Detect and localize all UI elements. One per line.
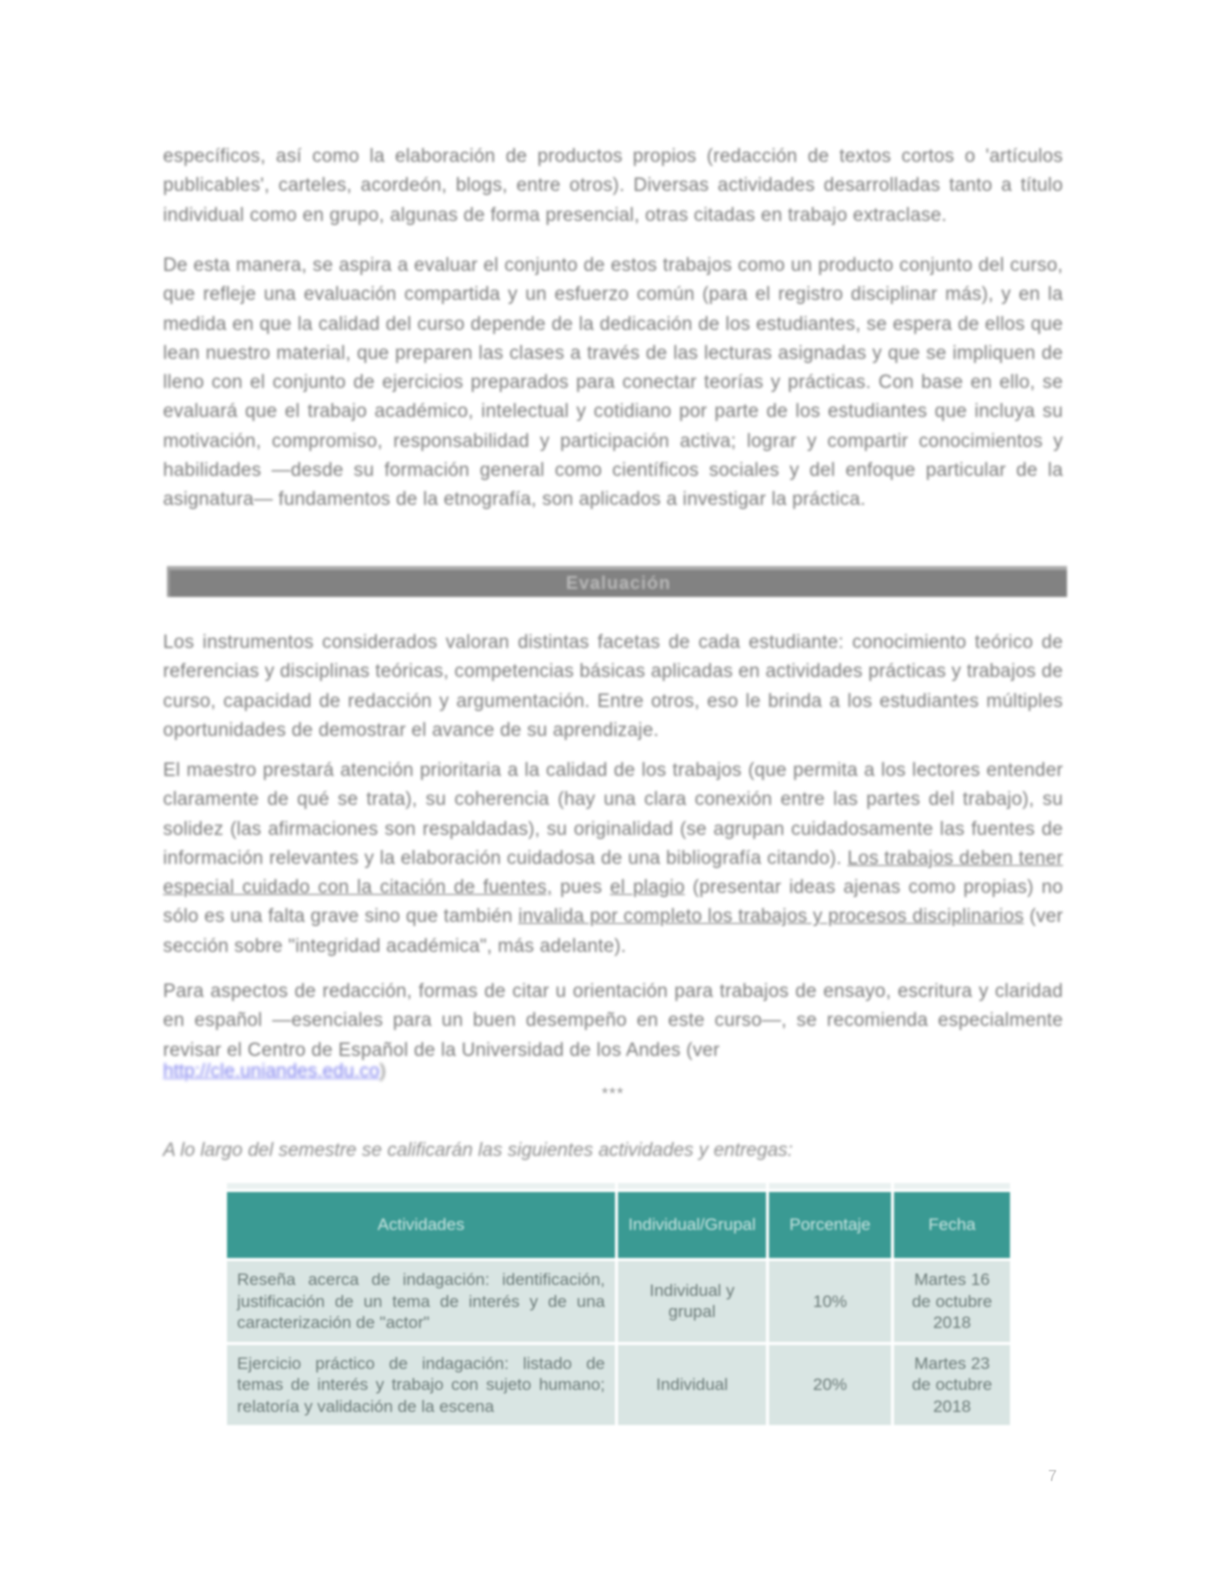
column-header-individual-grupal: Individual/Grupal xyxy=(618,1192,766,1258)
p4-seg5: (presentar ideas ajenas como propias) no sólo es una falta grave sino que también xyxy=(163,877,1063,928)
p4-seg1: El maestro prestará atención prioritaria a la calidad de los trabajos (que permita a los lectores entender claramente de qué se trata), su coherencia (hay una clara conexión entre las partes del trabajo), su solidez (las afirmaciones son respaldadas), su originalidad (se agrupan cuidadosamente las fuentes de información relevantes y la elaboración cuidadosa de una bibliografía citando). xyxy=(163,760,1063,869)
writing-center-link[interactable]: http://cle.uniandes.edu.co xyxy=(163,1061,380,1082)
paragraph-quality-plagiarism xyxy=(163,756,1063,961)
p4-underlined-invalidates: invalida por completo los trabajos y procesos disciplinarios xyxy=(518,906,1024,928)
activity-cell: Ejercicio práctico de indagación: listado de temas de interés y trabajo con sujeto humano; relatoría y validación de la escena xyxy=(227,1345,615,1426)
paragraph-evaluation-intro: De esta manera, se aspira a evaluar el conjunto de estos trabajos como un producto conjunto del curso, que refleje una evaluación compartida y un esfuerzo común (para el registro disciplinar más), y en la medida en que la calidad del curso depende de la dedicación de los estudiantes, se espera de ellos que lean nuestro material, que preparen las clases a través de las lecturas asignadas y que se impliquen de lleno con el conjunto de ejercicios preparados para conectar teorías y prácticas. Con base en ello, se evaluará que el trabajo académico, intelectual y cotidiano por parte de los estudiantes que incluya su motivación, compromiso, responsabilidad y participación activa; lograr y compartir conocimientos y habilidades —desde su formación general como científicos sociales y del enfoque particular de la asignatura— fundamentos de la etnografía, son aplicados a investigar la práctica. xyxy=(163,255,1063,511)
date-cell: Martes 23 de octubre 2018 xyxy=(894,1345,1010,1426)
section-banner-evaluacion: Evaluación xyxy=(167,566,1067,597)
activity-cell: Reseña acerca de indagación: identificación, justificación de un tema de interés y de una caracterización de "actor" xyxy=(227,1261,615,1342)
column-header-porcentaje: Porcentaje xyxy=(769,1192,891,1258)
table-top-spacer-row xyxy=(227,1183,1010,1189)
page-number: 7 xyxy=(1048,1468,1057,1485)
paragraph-continuation: específicos, así como la elaboración de productos propios (redacción de textos cortos o 'artículos publicables', carteles, acordeón, blogs, entre otros). Diversas actividades desarrolladas tanto a título individual como en grupo, algunas de forma presencial, otras citadas en trabajo extraclase. xyxy=(163,146,1063,226)
asterisk-divider: *** xyxy=(601,1084,625,1103)
paragraph-instruments: Los instrumentos considerados valoran distintas facetas de cada estudiante: conocimiento teórico de referencias y disciplinas teóricas, competencias básicas aplicadas en actividades prácticas y trabajos de curso, capacidad de redacción y argumentación. Entre otros, eso le brinda a los estudiantes múltiples oportunidades de demostrar el avance de su aprendizaje. xyxy=(163,632,1063,741)
spacer-cell xyxy=(618,1183,766,1189)
p4-seg7: (ver sección sobre "integridad académica", más adelante). xyxy=(163,906,1064,957)
table-row xyxy=(227,1261,1010,1342)
spacer-cell xyxy=(227,1183,615,1189)
column-header-actividades: Actividades xyxy=(227,1192,615,1258)
link-closing-paren: ) xyxy=(379,1061,386,1082)
p4-underlined-citation: Los trabajos deben tener especial cuidado con la citación de fuentes, xyxy=(163,847,1063,899)
spacer-cell xyxy=(894,1183,1010,1189)
p4-underlined-plagio: el plagio xyxy=(609,877,685,899)
table-row xyxy=(227,1345,1010,1426)
spacer-cell xyxy=(769,1183,891,1189)
p4-seg3: pues xyxy=(552,877,610,899)
percent-cell: 10% xyxy=(769,1261,891,1342)
column-header-fecha: Fecha xyxy=(894,1192,1010,1258)
percent-cell: 20% xyxy=(769,1345,891,1426)
evaluation-table xyxy=(224,1180,1013,1428)
date-cell: Martes 16 de octubre 2018 xyxy=(894,1261,1010,1342)
table-intro-line: A lo largo del semestre se calificarán las siguientes actividades y entregas: xyxy=(163,1140,793,1161)
table-header-row xyxy=(227,1192,1010,1258)
writing-center-link-line xyxy=(163,1060,386,1084)
mode-cell: Individual y grupal xyxy=(618,1261,766,1342)
mode-cell: Individual xyxy=(618,1345,766,1426)
paragraph-writing-center: Para aspectos de redacción, formas de citar u orientación para trabajos de ensayo, escritura y claridad en español —esenciales para un buen desempeño en este curso—, se recomienda especialmente revisar el Centro de Español de la Universidad de los Andes (ver xyxy=(163,981,1063,1061)
